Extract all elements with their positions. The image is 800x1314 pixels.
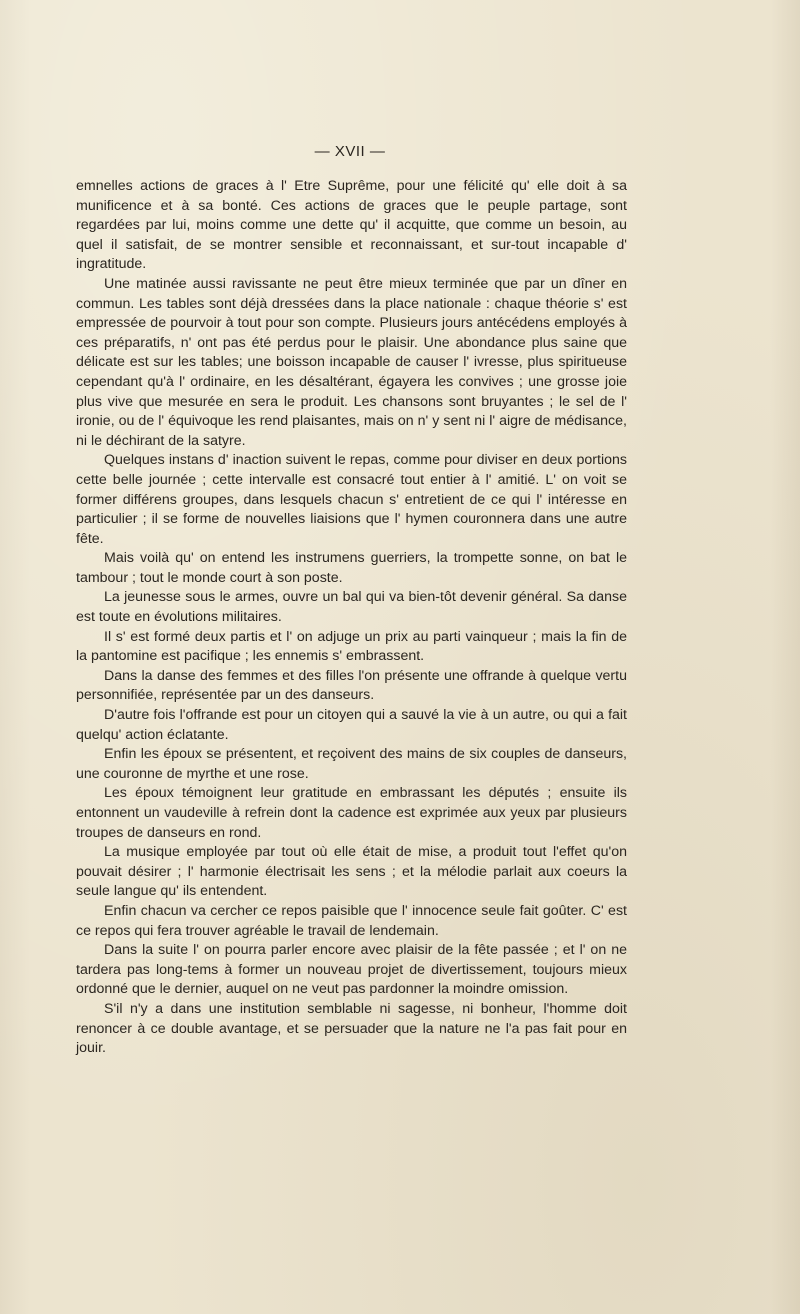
paragraph-6: Il s' est formé deux partis et l' on adjuge un prix au parti vainqueur ; mais la fin de la pantomine est pacifique ; les ennemis s' embrassent. <box>76 628 627 665</box>
paragraph-10: Les époux témoignent leur gratitude en embrassant les députés ; ensuite ils entonnent un vaudeville à refrein dont la cadence est exprimée aux yeux par plusieurs troupes de danseurs en rond. <box>76 785 627 841</box>
paragraph-14: S'il n'y a dans une institution semblable ni sagesse, ni bonheur, l'homme doit renoncer à ce double avantage, et se persuader que la nature ne l'a pas fait pour en jouir. <box>76 1000 627 1057</box>
paragraph-8: D'autre fois l'offrande est pour un citoyen qui a sauvé la vie à un autre, ou qui a fait quelqu' action éclatante. <box>76 707 627 743</box>
paragraph-7: Dans la danse des femmes et des filles l'on présente une offrande à quelque vertu personnifiée, représentée par un des danseurs. <box>76 667 627 704</box>
body-text <box>76 177 627 1059</box>
paragraph-13: Dans la suite l' on pourra parler encore avec plaisir de la fête passée ; et l' on ne tardera pas long-tems à former un nouveau projet de divertissement, toujours mieux ordonné que le dernier, auquel on ne veut pas pardonner la moindre omission. <box>76 942 627 998</box>
paragraph-2: Une matinée aussi ravissante ne peut être mieux terminée que par un dîner en commun. Les tables sont déjà dressées dans la place nationale : chaque théorie s' est empressée de pourvoir à tout pour son compte. Plusieurs jours antécédens employés à ces préparatifs, n' ont pas été perdus pour le plaisir. Une abondance plus saine que délicate est sur les tables; une boisson incapable de causer l' ivresse, plus spiritueuse cependant qu'à l' ordinaire, en les désaltérant, égayera les convives ; une grosse joie plus vive que mesurée en sera le produit. Les chansons sont bruyantes ; le sel de l' ironie, ou de l' équivoque les rend plaisantes, mais on n' y sent ni l' aigre de médisance, ni le déchirant de la satyre. <box>76 275 627 449</box>
paragraph-11: La musique employée par tout où elle était de mise, a produit tout l'effet qu'on pouvait désirer ; l' harmonie électrisait les sens ; et la mélodie parlait aux coeurs la seule langue qu' ils entendent. <box>76 844 627 900</box>
paragraph-1: emnelles actions de graces à l' Etre Suprême, pour une félicité qu' elle doit à sa munificence et à sa bonté. Ces actions de graces que le peuple partage, sont regardées par lui, moins comme une dette qu' il acquitte, que comme un besoin, au quel il satisfait, de se montrer sensible et reconnaissant, et sur-tout incapable d' ingratitude. <box>76 178 627 273</box>
paragraph-9: Enfin les époux se présentent, et reçoivent des mains de six couples de danseurs, une couronne de myrthe et une rose. <box>76 746 627 782</box>
paragraph-4: Mais voilà qu' on entend les instrumens guerriers, la trompette sonne, on bat le tambour ; tout le monde court à son poste. <box>76 550 627 586</box>
paragraph-3: Quelques instans d' inaction suivent le repas, comme pour diviser en deux portions cette belle journée ; cette intervalle est consacré tout entier à l' amitié. L' on voit se former différens groupes, dans lesquels chacun s' entretient de ce qui l' intéresse en particulier ; il se forme de nouvelles liaisions que l' hymen couronnera dans une autre fête. <box>76 452 627 547</box>
paragraph-12: Enfin chacun va cercher ce repos paisible que l' innocence seule fait goûter. C' est ce repos qui fera trouver agréable le travail de lendemain. <box>76 902 627 939</box>
page-number: — XVII — <box>314 143 386 160</box>
paragraph-5: La jeunesse sous le armes, ouvre un bal qui va bien-tôt devenir général. Sa danse est toute en évolutions militaires. <box>76 589 627 626</box>
